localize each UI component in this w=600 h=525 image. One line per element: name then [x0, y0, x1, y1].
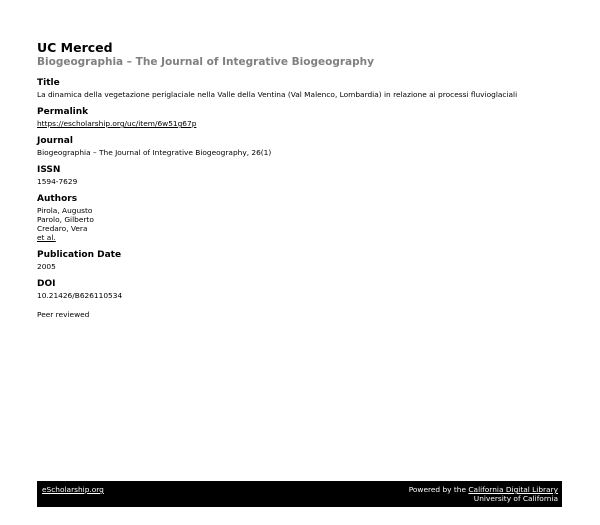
journal-section [37, 136, 562, 157]
university-name: University of California [473, 494, 558, 503]
journal-value: Biogeographia – The Journal of Integrative Biogeography, 26(1) [37, 148, 272, 157]
issn-section [37, 165, 562, 186]
doi-value: 10.21426/B626110534 [37, 291, 123, 300]
permalink-link[interactable]: https://escholarship.org/uc/item/6w51g67p [37, 119, 197, 128]
journal-series-title: Biogeographia – The Journal of Integrative Biogeography [37, 56, 374, 68]
author-name: Credaro, Vera [37, 224, 88, 233]
author-name: Parolo, Gilberto [37, 215, 94, 224]
journal-label: Journal [37, 136, 73, 146]
organization-name: UC Merced [37, 40, 113, 55]
authors-section [37, 194, 562, 242]
escholarship-link[interactable]: eScholarship.org [42, 485, 104, 494]
doi-section [37, 279, 562, 300]
et-al-link[interactable]: et al. [37, 233, 56, 242]
powered-by-text: Powered by the [408, 485, 467, 494]
authors-label: Authors [37, 194, 78, 204]
publication-date-section [37, 250, 562, 271]
footer-credits [409, 485, 558, 503]
document-page [37, 40, 562, 326]
issn-label: ISSN [37, 165, 61, 175]
footer-bar [37, 481, 562, 507]
publication-date-label: Publication Date [37, 250, 122, 260]
peer-reviewed-note: Peer reviewed [37, 310, 90, 319]
doi-label: DOI [37, 279, 56, 289]
article-title: La dinamica della vegetazione periglaciale nella Valle della Ventina (Val Malenco, Lombardia) in relazione ai processi fluvioglaciali [37, 90, 518, 99]
permalink-label: Permalink [37, 107, 89, 117]
title-section [37, 78, 562, 99]
publication-date-value: 2005 [37, 262, 56, 271]
cdl-link[interactable]: California Digital Library [468, 485, 558, 494]
permalink-section [37, 107, 562, 128]
author-name: Pirola, Augusto [37, 206, 93, 215]
issn-value: 1594-7629 [37, 177, 78, 186]
title-label: Title [37, 78, 60, 88]
